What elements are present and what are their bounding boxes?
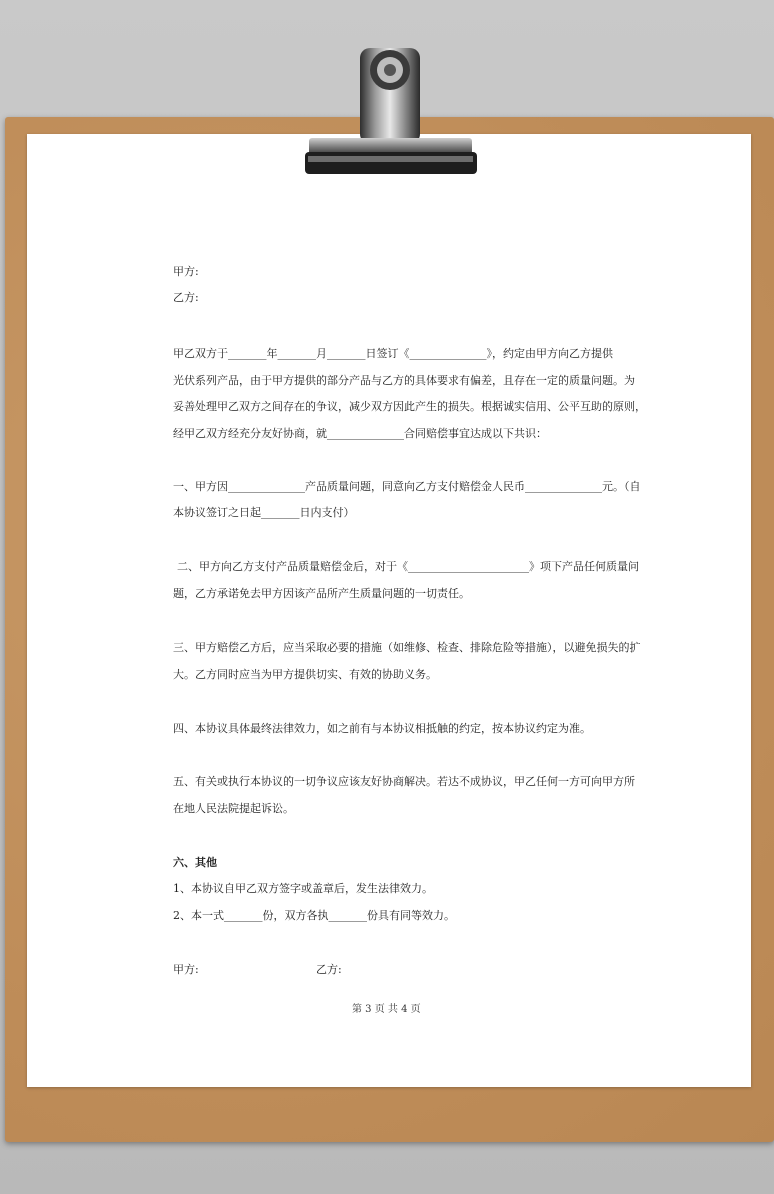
clause-1-line: 一、甲方因______________产品质量问题，同意向乙方支付赔偿金人民币______________元。（自 bbox=[173, 480, 641, 493]
signature-party-b: 乙方: bbox=[316, 963, 342, 976]
clause-5-line: 在地人民法院提起诉讼。 bbox=[173, 802, 294, 815]
intro-line: 甲乙双方于_______年_______月_______日签订《______________》，约定由甲方向乙方提供 bbox=[173, 347, 613, 360]
signature-party-a: 甲方: bbox=[173, 963, 199, 976]
clause-3-line: 大。乙方同时应当为甲方提供切实、有效的协助义务。 bbox=[173, 668, 437, 681]
page-footer: 第 3 页 共 4 页 bbox=[352, 1004, 421, 1015]
clause-5-line: 五、有关或执行本协议的一切争议应该友好协商解决。若达不成协议，甲乙任何一方可向甲方所 bbox=[173, 775, 635, 788]
clause-3-line: 三、甲方赔偿乙方后，应当采取必要的措施（如维修、检查、排除危险等措施），以避免损失的扩 bbox=[173, 641, 641, 654]
clause-6-line: 2、本一式_______份，双方各执_______份具有同等效力。 bbox=[173, 909, 455, 922]
party-a-header: 甲方: bbox=[173, 265, 199, 278]
binder-clip-icon bbox=[300, 20, 480, 180]
party-b-header: 乙方: bbox=[173, 291, 199, 304]
clause-6-line: 1、本协议自甲乙双方签字或盖章后，发生法律效力。 bbox=[173, 882, 433, 895]
intro-line: 经甲乙双方经充分友好协商，就______________合同赔偿事宜达成以下共识： bbox=[173, 427, 547, 440]
intro-line: 妥善处理甲乙双方之间存在的争议，减少双方因此产生的损失。根据诚实信用、公平互助的原则， bbox=[173, 400, 646, 413]
document-page bbox=[27, 134, 751, 1087]
clause-6-title: 六、其他 bbox=[173, 856, 217, 869]
clause-2-line: 题，乙方承诺免去甲方因该产品所产生质量问题的一切责任。 bbox=[173, 587, 470, 600]
clause-1-line: 本协议签订之日起_______日内支付） bbox=[173, 506, 355, 519]
intro-line: 光伏系列产品，由于甲方提供的部分产品与乙方的具体要求有偏差，且存在一定的质量问题。为 bbox=[173, 374, 635, 387]
clause-2-line: 二、甲方向乙方支付产品质量赔偿金后，对于《______________________》项下产品任何质量问 bbox=[177, 560, 639, 573]
clause-4-line: 四、本协议具体最终法律效力，如之前有与本协议相抵触的约定，按本协议约定为准。 bbox=[173, 722, 591, 735]
